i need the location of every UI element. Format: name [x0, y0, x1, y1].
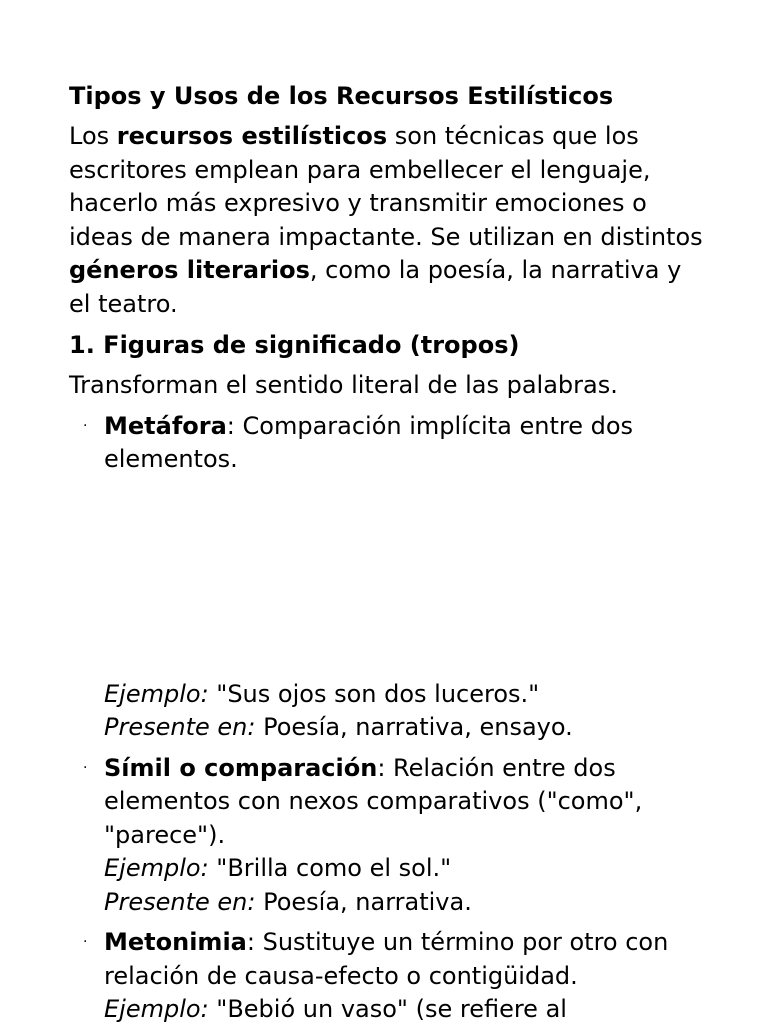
- page-title: Tipos y Usos de los Recursos Estilísticos: [69, 82, 614, 110]
- list-item-simil: [69, 752, 709, 920]
- present-label: Presente en:: [104, 887, 256, 916]
- intro-text-1: Los: [69, 122, 117, 150]
- bullet-marker: ·: [83, 759, 88, 776]
- item-definition-text: : Sustituye un término por otro con relación de causa-efecto o contigüidad.: [104, 928, 669, 990]
- item-term: Metáfora: [104, 411, 227, 440]
- intro-text-2: son técnicas que los escritores emplean para embellecer el lenguaje, hacerlo más expresivo y transmitir emociones o ideas de manera impactante. Se utilizan en distintos: [69, 122, 703, 251]
- bullet-marker: ·: [83, 417, 88, 434]
- item-definition: [104, 410, 709, 477]
- list-item-metonimia: [69, 926, 709, 1024]
- item-definition-text: : Comparación implícita entre dos elementos.: [104, 411, 634, 473]
- item-example: [104, 993, 709, 1024]
- item-term: Símil o comparación: [104, 753, 378, 782]
- item-present: [104, 886, 709, 920]
- intro-bold-2: géneros literarios: [69, 256, 310, 284]
- item-definition: [104, 752, 709, 853]
- figure-list: [69, 410, 709, 1024]
- present-text: Poesía, narrativa, ensayo.: [255, 713, 573, 741]
- intro-bold-1: recursos estilísticos: [116, 122, 388, 150]
- section-heading: 1. Figuras de significado (tropos): [69, 331, 520, 359]
- example-label: Ejemplo:: [104, 995, 209, 1023]
- example-text: "Bebió un vaso" (se refiere al: [208, 995, 567, 1023]
- list-item-metafora: [69, 410, 709, 745]
- blank-space: [104, 477, 709, 678]
- example-text: "Sus ojos son dos luceros.": [208, 679, 540, 708]
- bullet-marker: ·: [83, 934, 88, 950]
- item-example: [104, 678, 709, 712]
- example-label: Ejemplo:: [104, 679, 209, 708]
- intro-text-3: , como la poesía, la narrativa y el teatro.: [69, 256, 682, 318]
- section-description: Transforman el sentido literal de las palabras.: [69, 371, 618, 399]
- present-text: Poesía, narrativa.: [255, 887, 472, 916]
- item-example: [104, 852, 709, 886]
- item-term: Metonimia: [104, 928, 247, 956]
- intro-paragraph: [69, 120, 709, 321]
- item-definition: [104, 926, 709, 993]
- example-label: Ejemplo:: [104, 854, 209, 882]
- item-present: [104, 711, 709, 745]
- document-content: [69, 79, 709, 1024]
- present-label: Presente en:: [104, 713, 256, 741]
- example-text: "Brilla como el sol.": [208, 854, 452, 882]
- item-definition-text: : Relación entre dos elementos con nexos comparativos ("como", "parece").: [104, 753, 643, 849]
